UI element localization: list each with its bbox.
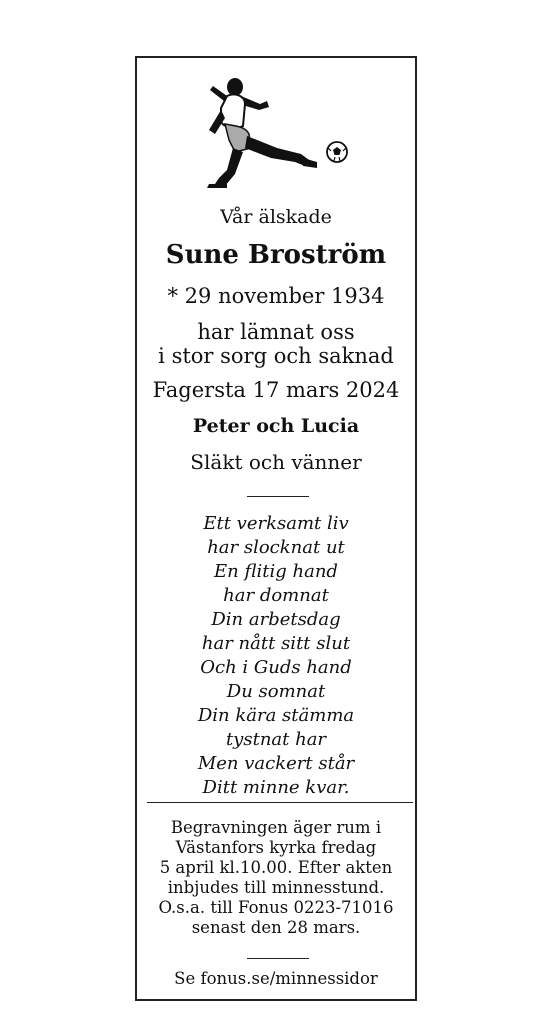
memorial-website: Se fonus.se/minnessidor <box>174 969 378 988</box>
poem-line: Din kära stämma <box>197 705 355 726</box>
poem <box>137 512 415 800</box>
poem-line: Du somnat <box>226 681 326 702</box>
poem-line: Men vackert står <box>197 753 355 774</box>
funeral-info-line: 5 april kl.10.00. Efter akten <box>159 858 393 877</box>
funeral-info-line: O.s.a. till Fonus 0223-71016 <box>158 898 394 917</box>
funeral-info-line: inbjudes till minnesstund. <box>167 878 385 897</box>
poem-line: har nått sitt slut <box>201 633 351 654</box>
funeral-info-line: Begravningen äger rum i <box>170 818 382 837</box>
funeral-info <box>137 818 415 938</box>
birth-date: * 29 november 1934 <box>167 284 385 308</box>
death-place-date: Fagersta 17 mars 2024 <box>152 378 400 402</box>
obituary-notice <box>135 56 417 1001</box>
poem-line: tystnat har <box>225 729 327 750</box>
deceased-name: Sune Broström <box>165 240 387 270</box>
divider <box>147 802 413 803</box>
poem-line: har slocknat ut <box>207 537 345 558</box>
poem-line: Din arbetsdag <box>211 609 341 630</box>
poem-line: Och i Guds hand <box>200 657 352 678</box>
poem-line: Ett verksamt liv <box>203 513 349 534</box>
divider <box>247 496 309 497</box>
relatives-text: Släkt och vänner <box>190 450 362 474</box>
football-player-icon <box>205 74 355 194</box>
poem-line: Ditt minne kvar. <box>202 777 350 798</box>
poem-line: har domnat <box>223 585 329 606</box>
message-line: i stor sorg och saknad <box>158 344 394 368</box>
message-text <box>137 320 415 368</box>
poem-line: En flitig hand <box>214 561 338 582</box>
divider <box>247 958 309 959</box>
family-names: Peter och Lucia <box>192 415 360 437</box>
funeral-info-line: senast den 28 mars. <box>191 918 361 937</box>
message-line: har lämnat oss <box>197 320 355 344</box>
funeral-info-line: Västanfors kyrka fredag <box>175 838 377 857</box>
intro-text: Vår älskade <box>220 206 332 228</box>
